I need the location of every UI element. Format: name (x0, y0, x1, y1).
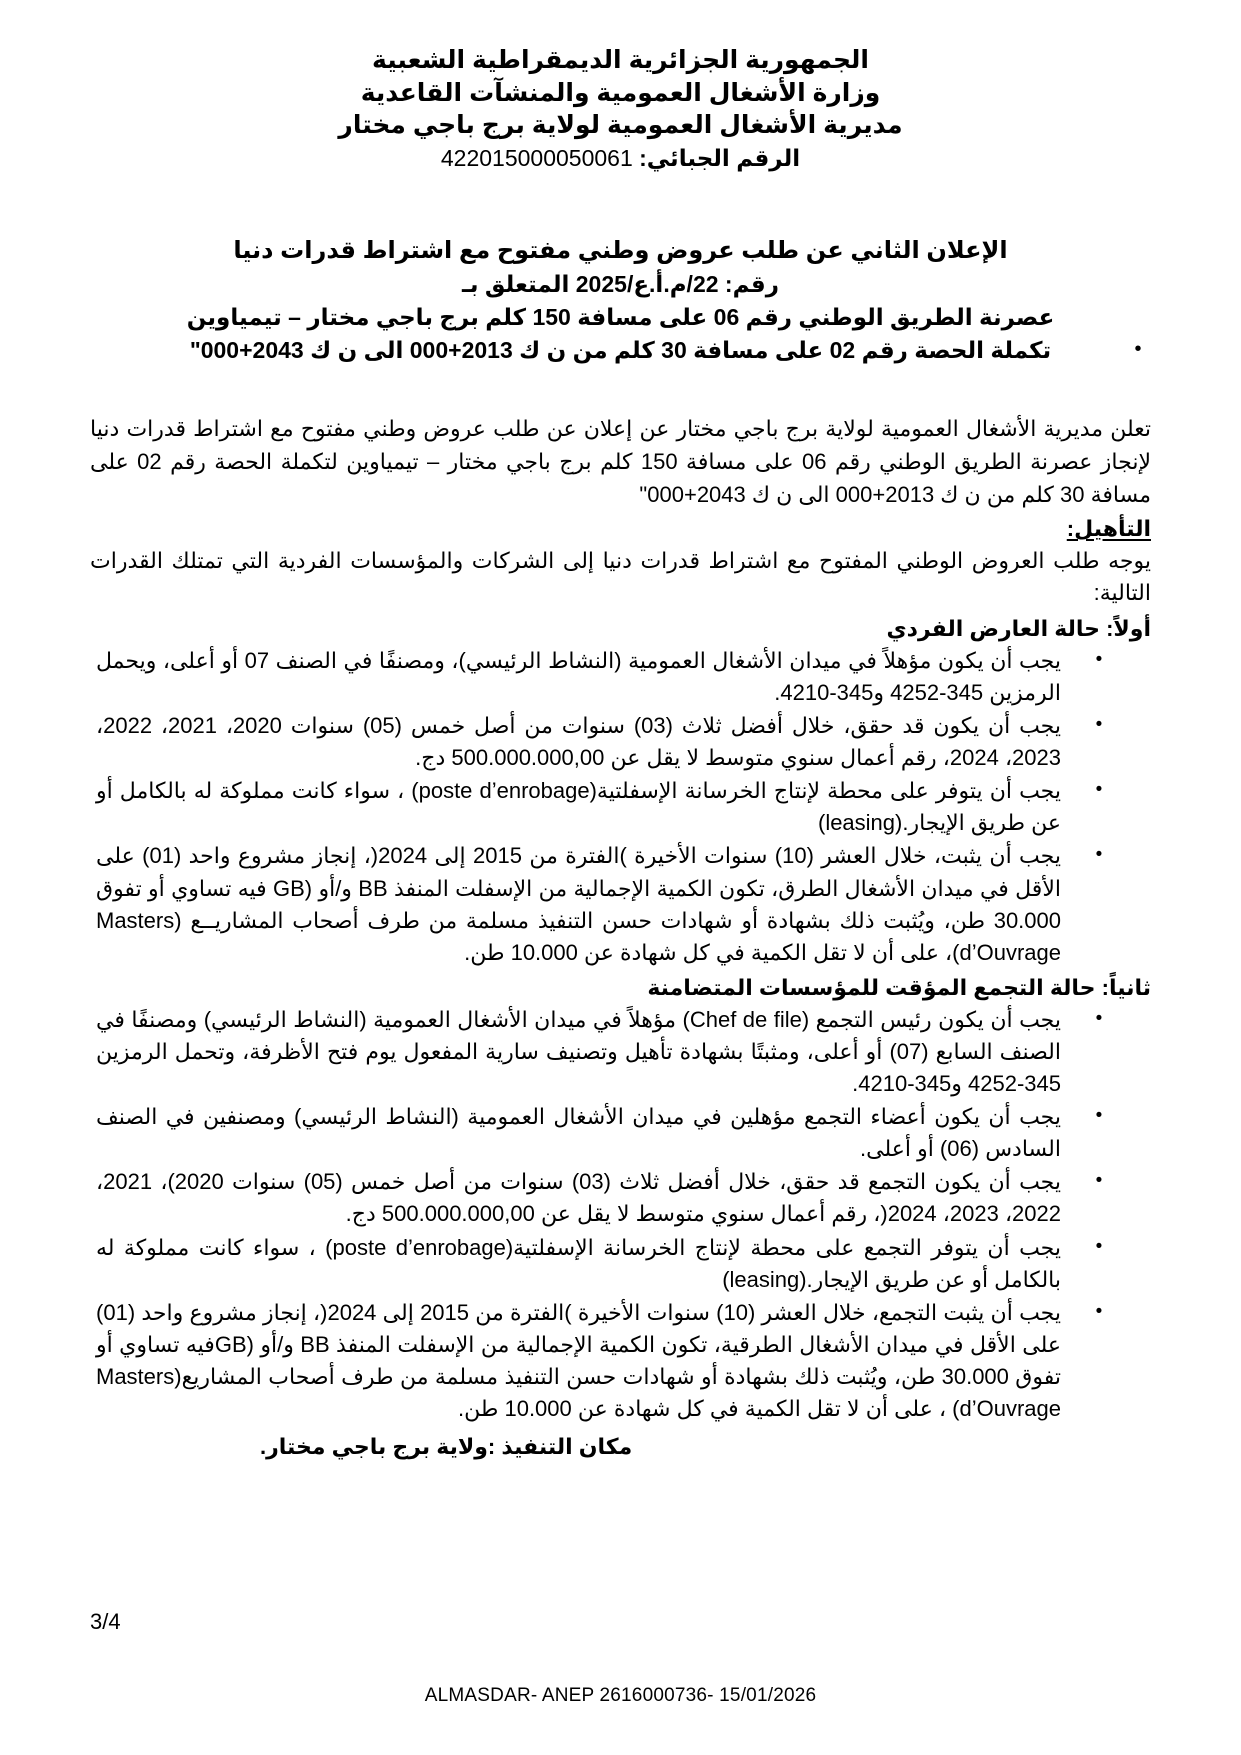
lot-bullet-row (90, 335, 1151, 366)
requirement-text: يجب أن يكون أعضاء التجمع مؤهلين في ميدان الأشغال العمومية (النشاط الرئيسي) ومصنفين في الصنف السادس (06) أو أعلى. (96, 1104, 1061, 1162)
bullet-dot-icon: • (1095, 1235, 1103, 1257)
requirement-text: يجب أن يكون مؤهلاً في ميدان الأشغال العمومية (النشاط الرئيسي)، ومصنفًا في الصنف 07 أو أعلى، ويحمل الرمزين 345-4252 و345-4210. (96, 647, 1061, 705)
document-footer-note: ALMASDAR- ANEP 2616000736- 15/01/2026 (424, 1685, 817, 1706)
requirement-text: يجب أن يكون قد حقق، خلال أفضل ثلاث (03) سنوات من أصل خمس (05) سنوات 2020، 2021، 2022، 2023، 2024، رقم أعمال سنوي متوسط لا يقل عن 500.000.000,00 دج. (96, 713, 1061, 771)
announcement-reference: رقم: 22/م.أ.ع/2025 المتعلق بـ (462, 270, 779, 297)
list-item (90, 645, 1151, 709)
requirement-text: يجب أن يتوفر على محطة لإنتاج الخرسانة الإسفلتية(poste d’enrobage) ، سواء كانت مملوكة له بالكامل أو عن طريق الإيجار.(leasing) (96, 778, 1061, 836)
requirement-text: يجب أن يكون رئيس التجمع (Chef de file) مؤهلاً في ميدان الأشغال العمومية (النشاط الرئيسي) ومصنفًا في الصنف السابع (07) أو أعلى، ومثبتًا بشهادة تأهيل وتصنيف سارية المفعول يوم فتح الأظرفة، وتحمل الرمزين 345-4252 و345-4210. (96, 1006, 1062, 1096)
qualification-intro-paragraph: يوجه طلب العروض الوطني المفتوح مع اشتراط قدرات دنيا إلى الشركات والمؤسسات الفردية التي تمتلك القدرات التالية: (90, 547, 1151, 606)
bullet-dot-icon: • (1095, 1105, 1103, 1127)
requirement-text: يجب أن يثبت التجمع، خلال العشر (10) سنوات الأخيرة )الفترة من 2015 إلى 2024(، إنجاز مشروع واحد (01) على الأقل في ميدان الأشغال الطرقية، تكون الكمية الإجمالية من الإسفلت المنفذ BB و/أو (GBفيه تساوي أو تفوق 30.000 طن، ويُثبت ذلك بشهادة أو شهادات حسن التنفيذ مسلمة من طرف أصحاب المشاريع(Masters d’Ouvrage) ، على أن لا تقل الكمية في كل شهادة عن 10.000 طن. (96, 1299, 1061, 1422)
list-item (90, 775, 1151, 839)
header-ministry-line: وزارة الأشغال العمومية والمنشآت القاعدية (360, 78, 881, 107)
requirements-list-individual (90, 645, 1151, 969)
section-heading-group: ثانياً: حالة التجمع المؤقت للمؤسسات المتضامنة (647, 974, 1151, 1000)
bullet-dot-icon: • (1095, 1300, 1103, 1322)
execution-place-line: مكان التنفيذ :ولاية برج باجي مختار. (260, 1434, 633, 1460)
qualification-heading: التأهيل: (1066, 515, 1151, 541)
list-item (90, 710, 1151, 774)
fiscal-number-line (90, 143, 1151, 173)
requirement-text: يجب أن يكون التجمع قد حقق، خلال أفضل ثلاث (03) سنوات من أصل خمس (05) سنوات 2020)، 2021، 2022، 2023، 2024(، رقم أعمال سنوي متوسط لا يقل عن 500.000.000,00 دج. (96, 1169, 1062, 1227)
requirement-text: يجب أن يثبت، خلال العشر (10) سنوات الأخيرة )الفترة من 2015 إلى 2024(، إنجاز مشروع واحد (01) على الأقل في ميدان الأشغال الطرق، تكون الكمية الإجمالية من الإسفلت المنفذ BB و/أو (GB فيه تساوي أو تفوق 30.000 طن، ويُثبت ذلك بشهادة أو شهادات حسن التنفيذ مسلمة من طرف أصحاب المشاريــع (Masters d’Ouvrage)، على أن لا تقل الكمية في كل شهادة عن 10.000 طن. (96, 843, 1061, 965)
list-item (90, 1004, 1151, 1100)
announcement-title-block (90, 235, 1151, 366)
list-item (90, 1232, 1151, 1296)
project-description-line: عصرنة الطريق الوطني رقم 06 على مسافة 150 كلم برج باجي مختار – تيمياوين (186, 303, 1055, 330)
list-item (90, 1166, 1151, 1230)
bullet-dot-icon: • (1095, 844, 1103, 866)
fiscal-number-value: 422015000050061 (440, 144, 633, 171)
header-country-line: الجمهورية الجزائرية الديمقراطية الشعبية (372, 46, 869, 74)
header-directorate-line: مديرية الأشغال العمومية لولاية برج باجي مختار (338, 111, 903, 139)
bullet-dot-icon: • (1095, 1170, 1103, 1192)
document-header (90, 44, 1151, 173)
requirements-list-group (90, 1004, 1151, 1425)
list-item (90, 840, 1151, 968)
bullet-dot-icon: • (1134, 337, 1142, 360)
bullet-dot-icon: • (1095, 779, 1103, 801)
list-item (90, 1101, 1151, 1165)
announcement-title: الإعلان الثاني عن طلب عروض وطني مفتوح مع اشتراط قدرات دنيا (233, 236, 1008, 264)
announcement-paragraph: تعلن مديرية الأشغال العمومية لولاية برج باجي مختار عن إعلان عن طلب عروض وطني مفتوح مع اشتراط قدرات دنيا لإنجاز عصرنة الطريق الوطني رقم 06 على مسافة 150 كلم برج باجي مختار – تيمياوين لتكملة الحصة رقم 02 على مسافة 30 كلم من ن ك 2013+000 الى ن ك 2043+000" (90, 415, 1151, 507)
section-heading-individual: أولاً: حالة العارض الفردي (886, 615, 1151, 641)
bullet-dot-icon: • (1095, 714, 1103, 735)
list-item (90, 1297, 1151, 1425)
page-number: 3/4 (90, 1609, 121, 1634)
bullet-dot-icon: • (1095, 648, 1103, 670)
bullet-dot-icon: • (1095, 1007, 1103, 1029)
requirement-text: يجب أن يتوفر التجمع على محطة لإنتاج الخرسانة الإسفلتية(poste d’enrobage) ، سواء كانت مملوكة له بالكامل أو عن طريق الإيجار.(leasing) (96, 1234, 1062, 1292)
fiscal-number-label: الرقم الجبائي: (639, 144, 801, 171)
lot-description-line: تكملة الحصة رقم 02 على مسافة 30 كلم من ن ك 2013+000 الى ن ك 2043+000" (189, 336, 1052, 363)
